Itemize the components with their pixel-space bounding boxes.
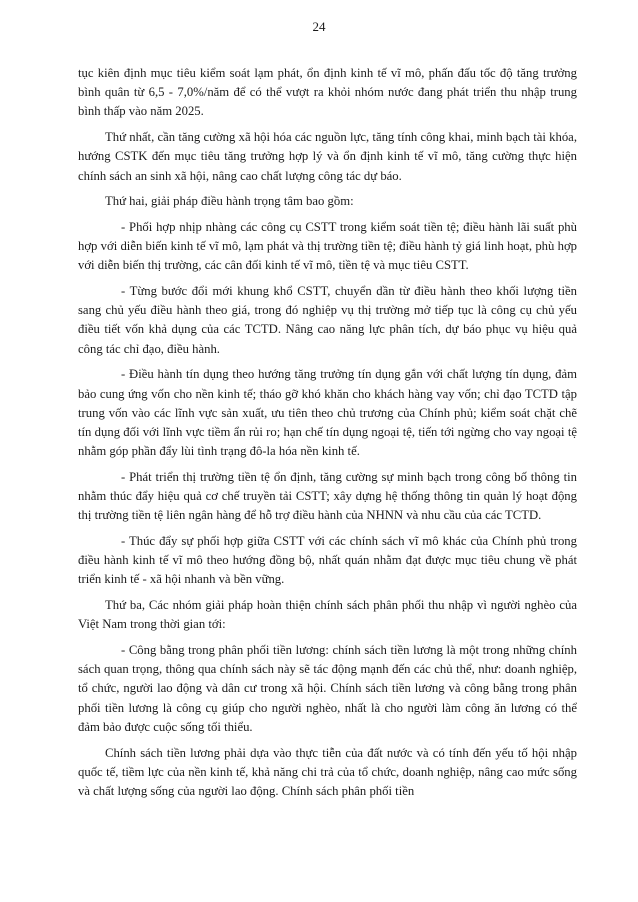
paragraph: tục kiên định mục tiêu kiểm soát lạm phát, ổn định kinh tế vĩ mô, phấn đấu tốc độ tăng trưởng bình quân từ 6,5 - 7,0%/năm để có thể vượt ra khỏi nhóm nước đang phát triển thu nhập trung bình thấp vào năm 2025. bbox=[78, 66, 577, 119]
paragraph: Chính sách tiền lương phải dựa vào thực tiễn của đất nước và có tính đến yếu tố hội nhập quốc tế, tiềm lực của nền kinh tế, khả năng chi trả của tổ chức, doanh nghiệp, nâng cao mức sống và chất lượng sống của người lao động. Chính sách phân phối tiền bbox=[78, 745, 577, 798]
bullet-paragraph: - Công bằng trong phân phối tiền lương: chính sách tiền lương là một trong những chính sách quan trọng, thông qua chính sách này sẽ tác động mạnh đến các chủ thể, như: doanh nghiệp, tổ chức, người lao động và dân cư trong xã hội. Chính sách tiền lương và công bằng trong phân phối tiền lương là công cụ giúp cho người nghèo, nhất là cho người làm công ăn lương có thể đảm bảo được cuộc sống tối thiểu. bbox=[78, 642, 577, 734]
bullet-paragraph: - Điều hành tín dụng theo hướng tăng trưởng tín dụng gắn với chất lượng tín dụng, đảm bảo cung ứng vốn cho nền kinh tế; tháo gỡ khó khăn cho khách hàng vay vốn; chỉ đạo TCTD tập trung vốn vào các lĩnh vực sản xuất, ưu tiên theo chủ trương của Chính phủ; kiểm soát chặt chẽ tín dụng đối với lĩnh vực tiềm ẩn rủi ro; hạn chế tín dụng ngoại tệ, tiến tới ngừng cho vay ngoại tệ nhằm góp phần đẩy lùi tình trạng đô-la hóa nền kinh tế. bbox=[78, 367, 577, 459]
paragraph: Thứ hai, giải pháp điều hành trọng tâm bao gồm: bbox=[105, 194, 354, 209]
bullet-paragraph: - Từng bước đổi mới khung khổ CSTT, chuyển dần từ điều hành theo khối lượng tiền sang chủ yếu điều hành theo giá, trong đó nghiệp vụ thị trường mở tiếp tục là công cụ chủ yếu điều tiết vốn khả dụng của các TCTD. Nâng cao năng lực phân tích, dự báo phục vụ hiệu quả công tác chỉ đạo, điều hành. bbox=[78, 284, 577, 356]
bullet-paragraph: - Phối hợp nhịp nhàng các công cụ CSTT trong kiểm soát tiền tệ; điều hành lãi suất phù hợp với diễn biến kinh tế vĩ mô, lạm phát và thị trường tiền tệ; điều hành tỷ giá linh hoạt, phù hợp với diễn biến thị trường, các cân đối kinh tế vĩ mô, tiền tệ và mục tiêu CSTT. bbox=[78, 219, 577, 273]
bullet-paragraph: - Thúc đẩy sự phối hợp giữa CSTT với các chính sách vĩ mô khác của Chính phủ trong điều hành kinh tế vĩ mô theo hướng đồng bộ, nhất quán nhằm đạt được mục tiêu chung về phát triển kinh tế - xã hội nhanh và bền vững. bbox=[78, 533, 577, 587]
paragraph: Thứ ba, Các nhóm giải pháp hoàn thiện chính sách phân phối thu nhập vì người nghèo của Việt Nam trong thời gian tới: bbox=[78, 598, 577, 632]
bullet-paragraph: - Phát triển thị trường tiền tệ ổn định, tăng cường sự minh bạch trong công bố thông tin nhằm thúc đẩy hiệu quả cơ chế truyền tải CSTT; xây dựng hệ thống thông tin quản lý hoạt động thị trường tiền tệ liên ngân hàng để hỗ trợ điều hành của NHNN và nhu cầu của các TCTD. bbox=[78, 469, 577, 523]
page-number: 24 bbox=[312, 19, 326, 34]
page-body bbox=[78, 64, 577, 808]
paragraph: Thứ nhất, cần tăng cường xã hội hóa các nguồn lực, tăng tính công khai, minh bạch tài khóa, hướng CSTK đến mục tiêu tăng trưởng hợp lý và ổn định kinh tế vĩ mô, tăng cường thực hiện chính sách an sinh xã hội, nâng cao chất lượng công tác dự báo. bbox=[78, 130, 577, 183]
